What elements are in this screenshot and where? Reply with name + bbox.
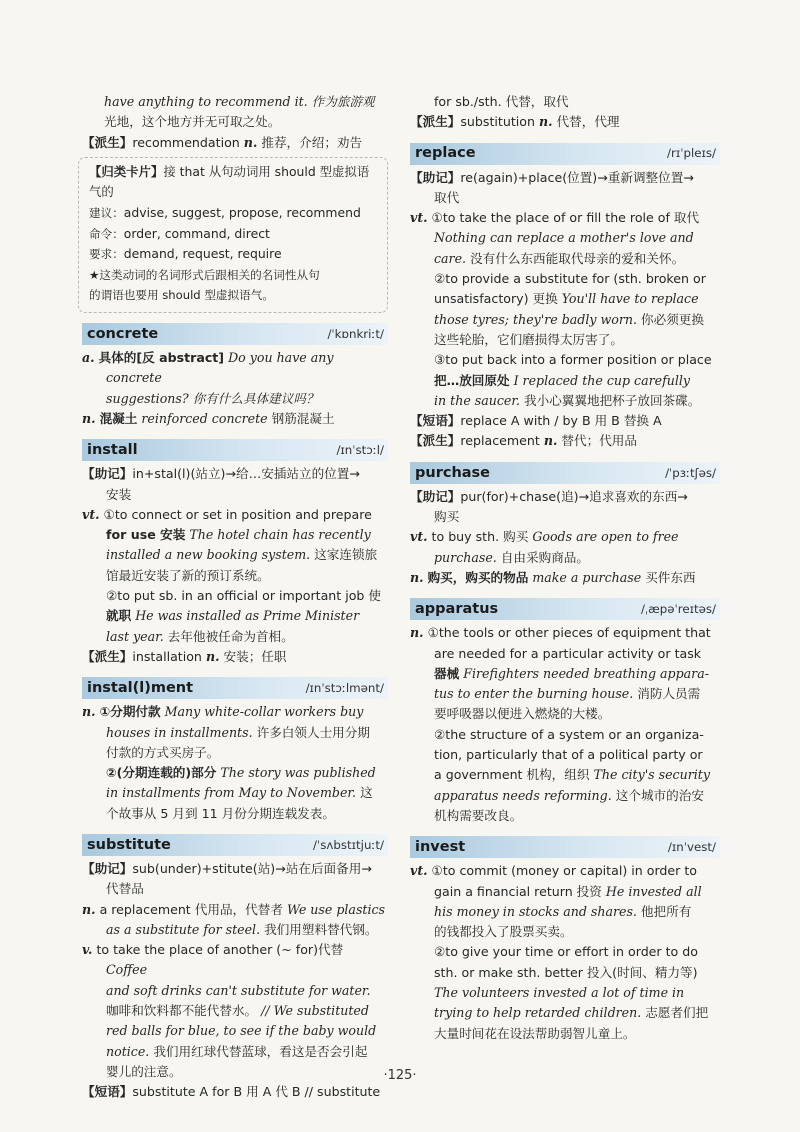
headword: instal(l)ment [87, 680, 194, 697]
phrase-tag: 【短语】 [410, 413, 461, 429]
example-translation: 去年他被任命为首相。 [167, 628, 294, 644]
example-text: his money in stocks and shares. [434, 903, 637, 919]
pos-label: n. [410, 625, 424, 641]
definition: to take the place of another (~ for)代替 [96, 942, 344, 958]
card-note: 的谓语也要用 should 型虚拟语气。 [89, 288, 274, 303]
definition: gain a financial return 投资 [434, 883, 602, 899]
definition: 就职 [106, 608, 132, 624]
headword: invest [415, 839, 466, 856]
phrase-tag: 【短语】 [82, 1084, 133, 1100]
derived-meaning: 替代；代用品 [561, 433, 637, 449]
card-title-text-cont: 气的 [89, 184, 114, 200]
definition: ①to connect or set in position and prepare [103, 506, 372, 522]
example-translation: 买件东西 [645, 569, 696, 585]
definition: 购买，购买的物品 [427, 569, 529, 585]
headword: install [87, 442, 138, 459]
example-text: Goods are open to free [532, 529, 679, 545]
example-text: The hotel chain has recently [189, 527, 371, 543]
pos-label: v. [82, 942, 93, 958]
phonetic: /ˈsʌbstɪtjuːt/ [313, 837, 384, 852]
example-translation: 馆最近安装了新的预订系统。 [106, 567, 270, 583]
phonetic: /ɪnˈstɔːlmənt/ [305, 681, 384, 696]
pos-label: vt. [410, 210, 428, 226]
derived-tag: 【派生】 [82, 648, 133, 664]
example-text: those tyres; they're badly worn. [434, 311, 637, 327]
example-translation: 他把所有 [640, 903, 692, 919]
headword: substitute [87, 836, 171, 853]
recommend-continuation [82, 92, 388, 153]
example-text: He invested all [605, 883, 702, 899]
card-title: 【归类卡片】 [89, 163, 164, 179]
pos-label: n. [205, 648, 220, 664]
example-translation: 自由采购商品。 [500, 549, 589, 565]
mnemonic-tag: 【助记】 [82, 466, 133, 482]
derived-meaning: 代替，代理 [556, 114, 620, 130]
entry-header-concrete [82, 323, 388, 345]
category-card [78, 157, 388, 313]
example-translation: 这个城市的治安 [615, 787, 704, 803]
mnemonic: pur(for)+chase(追)→追求喜欢的东西→ [460, 488, 688, 504]
entry-header-substitute [82, 834, 388, 856]
example-translation: 付款的方式买房子。 [106, 744, 220, 760]
example-translation: 这家连锁旅 [314, 547, 378, 563]
card-verbs: demand, request, require [123, 246, 282, 262]
example-translation: 许多白领人士用分期 [256, 724, 370, 740]
example-text: Coffee [106, 962, 148, 978]
example-translation: 咖啡和饮料都不能代替水。 [106, 1003, 258, 1019]
phonetic: /rɪˈpleɪs/ [667, 146, 716, 161]
pos-label: vt. [82, 506, 100, 522]
phonetic: /ɪnˈvest/ [667, 840, 716, 855]
derived-tag: 【派生】 [410, 114, 461, 130]
example-text: houses in installments. [106, 724, 253, 740]
example-translation: 光地，这个地方并无可取之处。 [104, 114, 281, 130]
pos-label: n. [243, 134, 258, 150]
card-verbs: advise, suggest, propose, recommend [123, 205, 361, 221]
pos-label: n. [82, 901, 96, 917]
example-translation: 你必须更换 [641, 311, 704, 327]
definition: are needed for a particular activity or task [434, 645, 702, 661]
example-translation: 志愿者们把 [645, 1005, 709, 1021]
entry-header-purchase [410, 462, 720, 484]
example-translation: 这些轮胎，它们磨损得太厉害了。 [434, 331, 623, 347]
example-translation: 机构需要改良。 [434, 807, 523, 823]
derived-word: substitution [460, 114, 535, 130]
example-translation: 要呼吸器以便进入燃烧的大楼。 [434, 706, 611, 722]
example-text: tus to enter the burning house. [434, 686, 634, 702]
definition: unsatisfactory) 更换 [434, 291, 558, 307]
example-text: apparatus needs reforming. [434, 787, 612, 803]
mnemonic-tag: 【助记】 [410, 169, 461, 185]
example-text: Nothing can replace a mother's love and [434, 230, 694, 246]
example-text: make a purchase [532, 569, 642, 585]
mnemonic: 安装 [106, 486, 132, 502]
example-translation: 大量时间花在设法帮助弱智儿童上。 [434, 1025, 636, 1041]
mnemonic: sub(under)+stitute(站)→站在后面备用→ [132, 860, 372, 876]
definition: 混凝土 [99, 410, 138, 426]
headword: concrete [87, 325, 159, 342]
example-translation: 消防人员需 [637, 686, 701, 702]
example-text: care. [434, 250, 467, 266]
mnemonic-tag: 【助记】 [82, 860, 133, 876]
entry-header-install [82, 439, 388, 461]
example-translation: 钢筋混凝土 [271, 410, 335, 426]
example-text: and soft drinks can't substitute for water. [106, 982, 371, 998]
definition: ②(分期连载的)部分 [106, 765, 217, 781]
pos-label: n. [82, 410, 96, 426]
definition: ②to provide a substitute for (sth. broken or [434, 271, 706, 287]
definition: ③to put back into a former position or place [434, 352, 712, 368]
mnemonic: 取代 [434, 189, 460, 205]
derived-tag: 【派生】 [410, 433, 461, 449]
definition: ①分期付款 [99, 704, 161, 720]
pos-label: a. [82, 350, 95, 366]
example-text: installed a new booking system. [106, 547, 311, 563]
example-translation: 没有什么东西能取代母亲的爱和关怀。 [470, 250, 685, 266]
phonetic: /ˌæpəˈreɪtəs/ [640, 602, 716, 617]
definition: to buy sth. 购买 [431, 529, 529, 545]
example-text: reinforced concrete [141, 410, 268, 426]
entry-header-apparatus [410, 598, 720, 620]
example-text: red balls for blue, to see if the baby would [106, 1023, 377, 1039]
derived-word: recommendation [132, 134, 240, 150]
example-text: We use plastics [286, 901, 386, 917]
example-translation: 婴儿的注意。 [106, 1063, 182, 1079]
example-text: Firefighters needed breathing appara- [463, 665, 709, 681]
definition: ②the structure of a system or an organiza- [434, 726, 704, 742]
left-column [82, 92, 388, 1103]
card-verbs: order, command, direct [123, 225, 270, 241]
example-text: The volunteers invested a lot of time in [434, 984, 685, 1000]
definition: for use 安装 [106, 527, 186, 543]
example-text: purchase. [434, 549, 497, 565]
pos-label: n. [410, 569, 424, 585]
pos-label: n. [538, 114, 553, 130]
entry-header-invest [410, 836, 720, 858]
entry-header-installment [82, 677, 388, 699]
definition: a replacement 代用品，代替者 [99, 901, 283, 917]
mnemonic: in+stal(l)(站立)→给…安插站立的位置→ [132, 466, 360, 482]
example-translation: 的钱都投入了股票买卖。 [434, 924, 573, 940]
definition: sth. or make sth. better 投入(时间、精力等) [434, 964, 698, 980]
card-label: 要求： [89, 247, 124, 262]
example-text: Many white-collar workers buy [164, 704, 364, 720]
example-text: The city's security [593, 767, 710, 783]
example-translation: 我们用塑料替代钢。 [264, 921, 378, 937]
derived-word: installation [132, 648, 202, 664]
derived-meaning: 安装；任职 [223, 648, 287, 664]
definition: ②to put sb. in an official or important job 使 [106, 588, 382, 604]
definition: ①the tools or other pieces of equipment that [427, 625, 711, 641]
definition: ②to give your time or effort in order to do [434, 944, 698, 960]
mnemonic: 代替品 [106, 881, 144, 897]
headword: purchase [415, 464, 491, 481]
example-text: have anything to recommend it. 作为旅游观 [104, 94, 375, 109]
definition: a government 机构，组织 [434, 767, 590, 783]
example-text: The story was published [220, 765, 376, 781]
example-text: He was installed as Prime Minister [135, 608, 360, 624]
definition: ①to take the place of or fill the role of 取代 [431, 210, 700, 226]
example-text: // We substituted [261, 1003, 369, 1019]
card-title-text: 接 that 从句动词用 should 型虚拟语 [163, 163, 370, 179]
phonetic: /ˈpɜːtʃəs/ [665, 465, 716, 480]
example-translation: 我小心翼翼地把杯子放回茶碟。 [524, 392, 701, 408]
example-text: last year. [106, 628, 164, 644]
phonetic: /ˈkɒnkriːt/ [327, 326, 384, 341]
example-translation: 个故事从 5 月到 11 月份分期连载发表。 [106, 805, 335, 821]
definition: 具体的[反 abstract] [98, 350, 225, 366]
entry-header-replace [410, 143, 720, 165]
pos-label: vt. [410, 863, 428, 879]
phrase: replace A with / by B 用 B 替换 A [460, 413, 662, 429]
headword: apparatus [415, 601, 499, 618]
mnemonic: 购买 [434, 509, 460, 525]
example-text: in the saucer. [434, 392, 520, 408]
derived-word: replacement [460, 433, 540, 449]
example-text: You'll have to replace [561, 291, 699, 307]
derived-tag: 【派生】 [82, 134, 133, 150]
card-label: 建议： [89, 206, 124, 221]
example-translation: 我们用红球代替蓝球，看这是否会引起 [153, 1043, 368, 1059]
example-text: trying to help retarded children. [434, 1005, 642, 1021]
example-text: suggestions? 你有什么具体建议吗？ [106, 390, 319, 406]
right-column [410, 92, 720, 1044]
page-number: ·125· [383, 1068, 417, 1083]
pos-label: n. [543, 433, 558, 449]
mnemonic: re(again)+place(位置)→重新调整位置→ [460, 169, 694, 185]
definition: 器械 [434, 665, 460, 681]
phrase: substitute A for B 用 A 代 B // substitute [132, 1084, 381, 1100]
phonetic: /ɪnˈstɔːl/ [336, 443, 384, 458]
headword: replace [415, 145, 476, 162]
example-translation: 这 [360, 785, 373, 801]
derived-meaning: 推荐，介绍；劝告 [261, 134, 363, 150]
definition: tion, particularly that of a political party or [434, 747, 703, 763]
pos-label: n. [82, 704, 96, 720]
card-label: 命令： [89, 226, 124, 241]
pos-label: vt. [410, 529, 428, 545]
example-text: notice. [106, 1043, 150, 1059]
definition: 把…放回原处 [434, 372, 510, 388]
example-text: Do you have any concrete [106, 350, 334, 386]
definition: ①to commit (money or capital) in order to [431, 863, 697, 879]
example-text: as a substitute for steel. [106, 921, 261, 937]
example-text: I replaced the cup carefully [513, 372, 691, 388]
example-text: in installments from May to November. [106, 785, 357, 801]
mnemonic-tag: 【助记】 [410, 488, 461, 504]
card-note: ★这类动词的名词形式后跟相关的名词性从句 [89, 267, 320, 282]
phrase: for sb./sth. 代替，取代 [434, 94, 569, 109]
